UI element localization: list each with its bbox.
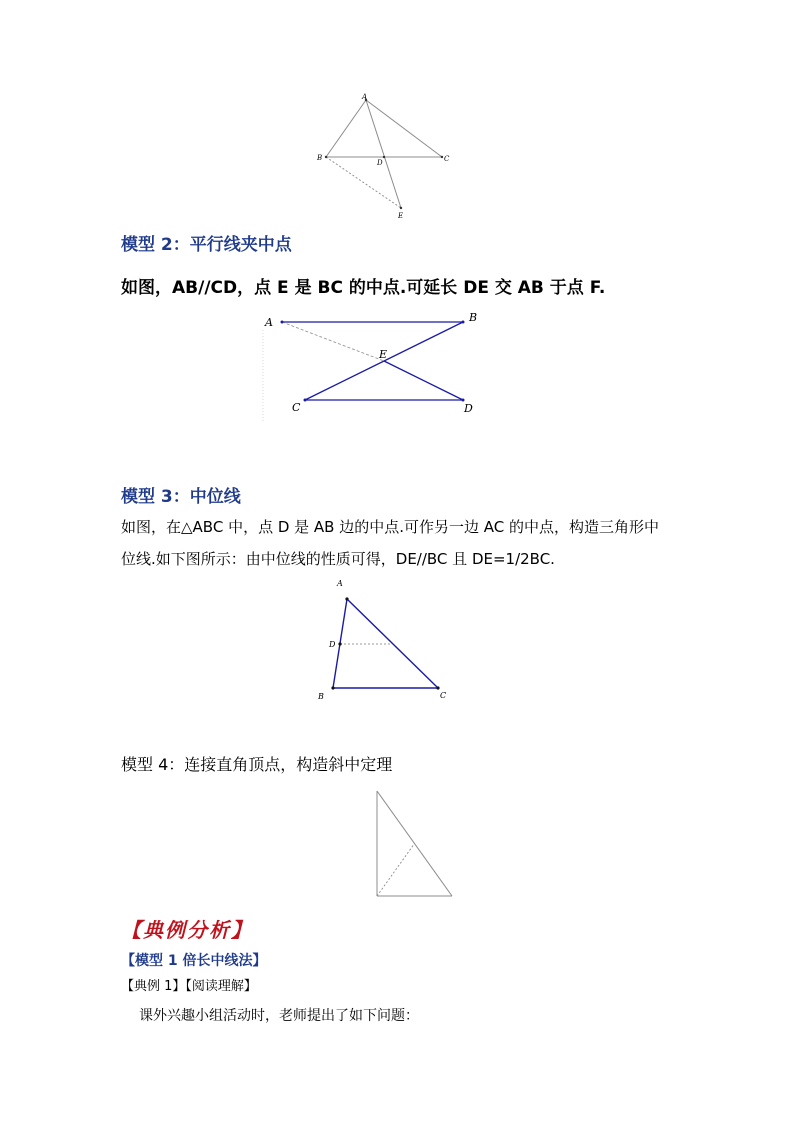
label-B: B: [318, 692, 324, 701]
label-D: D: [329, 640, 336, 649]
model1-heading: 【模型 1 倍长中线法】: [121, 953, 267, 969]
segment-BE-dashed: [326, 157, 401, 208]
point-B: [331, 686, 334, 689]
label-E: E: [379, 348, 388, 361]
model3-title: 模型 3：中位线: [121, 487, 241, 507]
segment-AC: [366, 100, 442, 157]
label-C: C: [440, 691, 447, 700]
model2-title: 模型 2：平行线夹中点: [121, 235, 292, 255]
label-A: A: [265, 316, 273, 329]
model3-text-line1: 如图，在△ABC 中，点 D 是 AB 边的中点.可作另一边 AC 的中点，构造三角形中: [121, 518, 660, 536]
segment-ED: [384, 361, 463, 400]
point-C: [436, 686, 439, 689]
label-B: B: [469, 311, 478, 324]
figure-midline: [310, 575, 460, 705]
label-A: A: [337, 579, 343, 588]
model3-text-line2: 位线.如下图所示：由中位线的性质可得，DE//BC 且 DE=1/2BC.: [121, 550, 555, 568]
segment-AE: [366, 100, 401, 208]
label-C: C: [292, 401, 301, 414]
label-D: D: [377, 159, 383, 167]
point-D: [383, 156, 385, 158]
point-E: [400, 207, 402, 209]
point-A: [345, 597, 348, 600]
model4-title: 模型 4：连接直角顶点，构造斜中定理: [121, 755, 393, 774]
label-C: C: [444, 155, 450, 163]
point-C: [441, 156, 443, 158]
label-A: A: [362, 93, 368, 101]
segment-AE-dashed: [282, 322, 384, 361]
point-B: [325, 156, 327, 158]
segment-median-dashed: [377, 844, 415, 897]
figure-right-triangle-median: [370, 786, 465, 904]
point-B: [462, 321, 465, 324]
section-title-examples: 【典例分析】: [121, 918, 253, 942]
label-E: E: [398, 212, 404, 220]
segment-AC: [347, 599, 438, 688]
example1-intro: 课外兴趣小组活动时，老师提出了如下问题：: [139, 1008, 419, 1024]
segment-AB: [326, 100, 366, 157]
figure-median-extension: [300, 90, 470, 225]
label-D: D: [464, 402, 473, 415]
model2-statement: 如图，AB//CD，点 E 是 BC 的中点.可延长 DE 交 AB 于点 F.: [121, 278, 606, 298]
example1-label: 【典例 1】【阅读理解】: [121, 979, 257, 994]
point-A: [281, 321, 284, 324]
figure-parallel-midpoint: [255, 308, 485, 428]
point-C: [304, 399, 307, 402]
label-B: B: [317, 154, 323, 162]
point-D: [338, 642, 341, 645]
